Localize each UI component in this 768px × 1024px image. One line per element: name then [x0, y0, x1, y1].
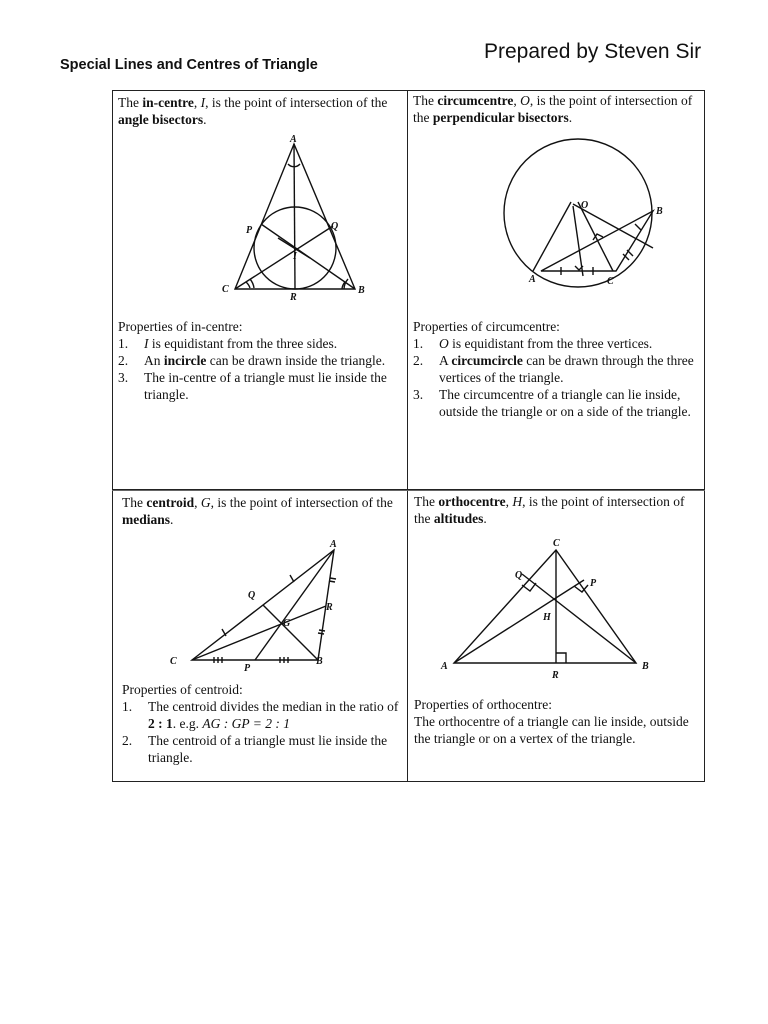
item-text: The centroid divides the median in the ratio of — [148, 699, 399, 714]
item-number: 2. — [413, 353, 424, 368]
point-label-O: O — [581, 200, 589, 211]
item-text: is equidistant from the three sides. — [148, 336, 338, 351]
ratio-formula: AG : GP = 2 : 1 — [202, 716, 290, 731]
incentre-symbol: I — [200, 95, 206, 110]
property-item — [413, 335, 698, 352]
property-item — [122, 698, 402, 732]
bisector-from-A — [294, 144, 295, 289]
intro-text: , is the point of intersection of the — [413, 93, 693, 125]
perpendicular-bisectors-term: perpendicular bisectors — [432, 110, 569, 125]
incentre-intro — [118, 94, 403, 128]
ratio-value: 2 : 1 — [148, 716, 173, 731]
intro-text: The — [413, 93, 438, 108]
item-text: The in-centre of a triangle must lie inside the triangle. — [144, 370, 387, 402]
item-text: The centroid of a triangle must lie inside the triangle. — [148, 733, 388, 765]
centroid-term: centroid — [146, 495, 195, 510]
point-label-R: R — [290, 292, 297, 303]
median-from-C — [192, 606, 326, 660]
property-item — [118, 335, 403, 352]
incentre-diagram — [118, 134, 403, 349]
point-label-Q: Q — [515, 570, 523, 581]
vertex-label-C: C — [553, 538, 560, 549]
centroid-properties — [122, 681, 402, 766]
point-label-P: P — [246, 225, 253, 236]
vertex-label-C: C — [222, 284, 229, 295]
intro-text: . — [568, 110, 573, 125]
point-label-R: R — [326, 602, 333, 613]
properties-title: Properties of in-centre: — [118, 319, 243, 334]
intro-text: , is the point of intersection of the — [414, 494, 685, 526]
item-text: An — [144, 353, 164, 368]
orthocentre-diagram — [414, 538, 699, 683]
vertex-label-A: A — [330, 539, 337, 550]
point-label-R: R — [552, 670, 559, 681]
column-divider — [407, 90, 408, 782]
item-text: The circumcentre of a triangle can lie inside, outside the triangle or on a side of the triangle. — [439, 387, 691, 419]
incircle-term: incircle — [163, 353, 207, 368]
point-label-P: P — [244, 663, 251, 674]
symbol: I — [144, 336, 149, 351]
item-number: 1. — [413, 336, 424, 351]
author-credit: Prepared by Steven Sir — [484, 40, 702, 63]
property-item — [122, 732, 402, 766]
circumcircle-term: circumcircle — [451, 353, 523, 368]
intro-text: , is the point of intersection of the — [205, 95, 388, 110]
item-number: 2. — [122, 733, 133, 748]
altitudes-term: altitudes — [433, 511, 484, 526]
intro-text: The — [118, 95, 143, 110]
item-number: 1. — [118, 336, 129, 351]
centroid-diagram — [122, 538, 407, 678]
altitude-from-A — [454, 580, 584, 663]
row-divider-shadow — [112, 490, 705, 491]
altitude-from-B — [522, 574, 636, 663]
vertex-label-B: B — [316, 656, 323, 667]
intro-text: . — [483, 511, 487, 526]
item-number: 2. — [118, 353, 129, 368]
item-text: is equidistant from the three vertices. — [448, 336, 653, 351]
item-text: . e.g. — [172, 716, 203, 731]
point-label-I: I — [293, 251, 297, 262]
vertex-label-A: A — [441, 661, 448, 672]
intro-text: , — [513, 93, 521, 108]
property-item — [118, 352, 403, 369]
vertex-label-B: B — [642, 661, 649, 672]
centroid-symbol: G — [200, 495, 211, 510]
property-item — [413, 386, 698, 420]
symbol: O — [439, 336, 449, 351]
intro-text: . — [170, 512, 174, 527]
intro-text: , — [505, 494, 513, 509]
item-number: 3. — [413, 387, 424, 402]
circumcentre-symbol: O — [520, 93, 530, 108]
vertex-label-A: A — [529, 274, 536, 285]
orthocentre-term: orthocentre — [438, 494, 506, 509]
point-label-H: H — [543, 612, 551, 623]
incentre-properties — [118, 318, 403, 403]
properties-title: Properties of orthocentre: — [414, 697, 552, 712]
point-label-P: P — [590, 578, 597, 589]
vertex-label-C: C — [607, 276, 614, 287]
property-text: The orthocentre of a triangle can lie inside, outside the triangle or on a vertex of the triangle. — [414, 714, 689, 746]
centroid-intro — [122, 494, 407, 528]
intro-text: , is the point of intersection of the — [210, 495, 393, 510]
median-from-A — [255, 550, 334, 660]
angle-bisectors-term: angle bisectors — [118, 112, 204, 127]
medians-term: medians — [122, 512, 171, 527]
circumcentre-intro — [413, 92, 698, 126]
vertex-label-A: A — [290, 134, 297, 145]
orthocentre-properties — [414, 696, 699, 747]
circumcentre-term: circumcentre — [437, 93, 514, 108]
properties-title: Properties of centroid: — [122, 682, 243, 697]
property-item — [118, 369, 403, 403]
properties-title: Properties of circumcentre: — [413, 319, 560, 334]
item-text: can be drawn inside the triangle. — [206, 353, 386, 368]
item-number: 3. — [118, 370, 129, 385]
item-text: A — [439, 353, 452, 368]
circumcentre-diagram — [413, 136, 698, 316]
item-text: can be drawn through the three vertices of the triangle. — [439, 353, 694, 385]
point-label-Q: Q — [331, 221, 339, 232]
orthocentre-intro — [414, 493, 699, 527]
intro-text: . — [203, 112, 207, 127]
intro-text: , — [194, 495, 201, 510]
vertex-label-B: B — [656, 206, 663, 217]
vertex-label-C: C — [170, 656, 177, 667]
intro-text: The — [414, 494, 439, 509]
incentre-term: in-centre — [142, 95, 194, 110]
item-number: 1. — [122, 699, 133, 714]
intro-text: The — [122, 495, 147, 510]
intro-text: , — [193, 95, 201, 110]
circumcircle — [504, 139, 652, 287]
circumcentre-properties — [413, 318, 698, 420]
point-label-Q: Q — [248, 590, 256, 601]
property-item — [413, 352, 698, 386]
point-label-G: G — [283, 618, 291, 629]
orthocentre-symbol: H — [512, 494, 523, 509]
page-title: Special Lines and Centres of Triangle — [60, 57, 318, 73]
vertex-label-B: B — [358, 285, 365, 296]
